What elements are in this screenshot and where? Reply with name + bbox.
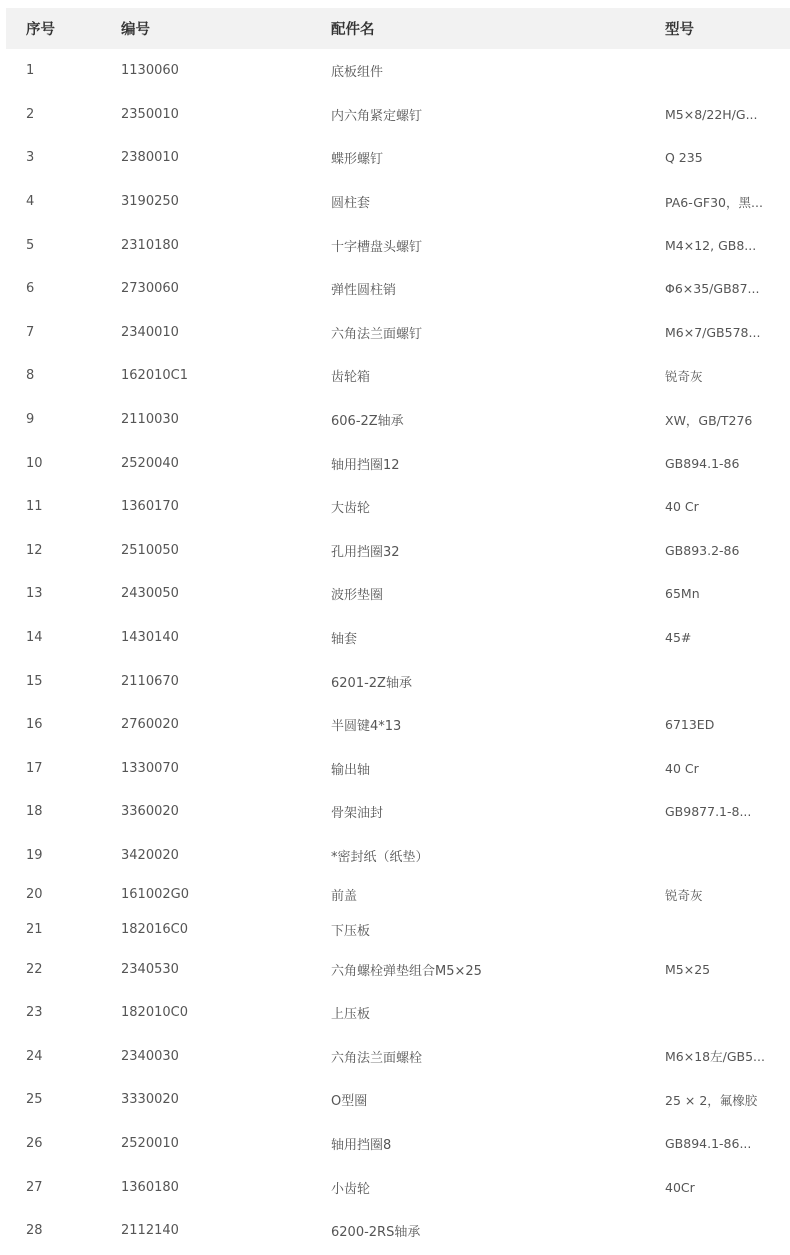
cell-model: GB9877.1-8... [665, 804, 752, 820]
cell-model: Q 235 [665, 150, 703, 166]
cell-part-name: 六角螺栓弹垫组合M5×25 [331, 963, 482, 979]
cell-seq: 8 [26, 368, 35, 384]
cell-part-name: 齿轮箱 [331, 370, 371, 386]
cell-model [645, 1209, 790, 1253]
table-row [6, 912, 790, 947]
parts-table [6, 8, 790, 1252]
table-row [6, 267, 790, 311]
cell-part-name: 轴用挡圈12 [331, 457, 400, 473]
cell-part-name: 小齿轮 [331, 1181, 371, 1197]
cell-part-name: 下压板 [331, 924, 371, 940]
cell-seq: 17 [26, 760, 43, 776]
cell-part-name: 前盖 [331, 889, 358, 905]
table-row [6, 311, 790, 355]
table-row [6, 659, 790, 703]
table-row [6, 529, 790, 573]
cell-code: 2430050 [121, 586, 179, 602]
cell-code: 3330020 [121, 1092, 179, 1108]
table-row [6, 572, 790, 616]
cell-code: 162010C1 [121, 368, 188, 384]
header-row [6, 8, 790, 49]
cell-code: 2340010 [121, 324, 179, 340]
table-row [6, 49, 790, 93]
table-row [6, 1165, 790, 1209]
cell-model: XW，GB/T276 [665, 412, 753, 428]
cell-part-name: 十字槽盘头螺钉 [331, 239, 423, 255]
table-row [6, 877, 790, 912]
table-row [6, 441, 790, 485]
cell-part-name: 输出轴 [331, 762, 371, 778]
cell-code: 2112140 [121, 1223, 179, 1239]
cell-model [645, 49, 790, 93]
cell-seq: 7 [26, 324, 35, 340]
cell-model: M6×18左/GB5... [665, 1049, 765, 1065]
cell-model: GB893.2-86 [665, 542, 740, 558]
cell-seq: 14 [26, 630, 43, 646]
cell-seq: 23 [26, 1005, 43, 1021]
cell-seq: 12 [26, 542, 43, 558]
cell-code: 2340030 [121, 1048, 179, 1064]
cell-part-name: 蝶形螺钉 [331, 152, 384, 168]
table-row [6, 93, 790, 137]
cell-part-name: 孔用挡圈32 [331, 544, 400, 560]
cell-code: 161002G0 [121, 887, 189, 903]
cell-part-name: 大齿轮 [331, 501, 371, 517]
cell-seq: 26 [26, 1135, 43, 1151]
cell-seq: 21 [26, 922, 43, 938]
cell-seq: 5 [26, 237, 35, 253]
cell-code: 182010C0 [121, 1005, 188, 1021]
cell-code: 1430140 [121, 630, 179, 646]
cell-model: 6713ED [665, 717, 715, 733]
table-body [6, 49, 790, 1252]
table-row [6, 354, 790, 398]
table-row [6, 616, 790, 660]
cell-seq: 1 [26, 63, 35, 79]
cell-part-name: 半圆键4*13 [331, 719, 402, 735]
cell-part-name: 波形垫圈 [331, 588, 384, 604]
table-row [6, 790, 790, 834]
cell-model [645, 834, 790, 878]
cell-code: 3190250 [121, 194, 179, 210]
cell-part-name: 六角法兰面螺钉 [331, 326, 423, 342]
cell-seq: 3 [26, 150, 35, 166]
cell-seq: 19 [26, 847, 43, 863]
cell-seq: 10 [26, 455, 43, 471]
cell-seq: 27 [26, 1179, 43, 1195]
cell-code: 2350010 [121, 106, 179, 122]
table-row [6, 180, 790, 224]
cell-part-name: *密封纸（纸垫） [331, 849, 429, 865]
cell-part-name: O型圈 [331, 1094, 368, 1110]
cell-seq: 18 [26, 804, 43, 820]
cell-model: 65Mn [665, 586, 700, 602]
cell-part-name: 弹性圆柱销 [331, 283, 397, 299]
cell-model [645, 659, 790, 703]
cell-seq: 20 [26, 887, 43, 903]
cell-model: M4×12, GB8... [665, 237, 757, 253]
cell-code: 182016C0 [121, 922, 188, 938]
cell-part-name: 6201-2Z轴承 [331, 675, 412, 691]
table-row [6, 136, 790, 180]
cell-model [645, 912, 790, 947]
cell-model: 25 × 2，氟橡胶 [665, 1092, 758, 1108]
cell-seq: 22 [26, 961, 43, 977]
cell-model: M5×8/22H/G... [665, 106, 758, 122]
header-part-name: 配件名 [311, 8, 645, 49]
table-row [6, 1034, 790, 1078]
cell-model: 40 Cr [665, 760, 699, 776]
table-row [6, 398, 790, 442]
table-row [6, 223, 790, 267]
cell-model: PA6-GF30，黑... [665, 194, 763, 210]
table-row [6, 1209, 790, 1253]
cell-seq: 28 [26, 1223, 43, 1239]
cell-code: 2760020 [121, 717, 179, 733]
table-header [6, 8, 790, 49]
cell-code: 2520040 [121, 455, 179, 471]
cell-seq: 24 [26, 1048, 43, 1064]
cell-code: 3420020 [121, 847, 179, 863]
cell-code: 2110030 [121, 412, 179, 428]
cell-model: 锐奇灰 [665, 887, 703, 903]
cell-model: GB894.1-86 [665, 455, 740, 471]
cell-code: 2340530 [121, 961, 179, 977]
cell-seq: 6 [26, 281, 35, 297]
cell-code: 1130060 [121, 63, 179, 79]
cell-model: M6×7/GB578... [665, 324, 761, 340]
cell-model: Φ6×35/GB87... [665, 281, 760, 297]
cell-code: 2520010 [121, 1135, 179, 1151]
cell-seq: 4 [26, 194, 35, 210]
table-row [6, 991, 790, 1035]
table-row [6, 747, 790, 791]
header-seq: 序号 [6, 8, 101, 49]
table-row [6, 1122, 790, 1166]
cell-code: 2310180 [121, 237, 179, 253]
table-row [6, 1078, 790, 1122]
cell-seq: 16 [26, 717, 43, 733]
cell-seq: 13 [26, 586, 43, 602]
cell-code: 3360020 [121, 804, 179, 820]
cell-part-name: 轴套 [331, 632, 358, 648]
cell-code: 1330070 [121, 760, 179, 776]
table-row [6, 703, 790, 747]
cell-seq: 2 [26, 106, 35, 122]
cell-code: 1360170 [121, 499, 179, 515]
cell-model: 锐奇灰 [665, 368, 703, 384]
table-row [6, 947, 790, 991]
cell-seq: 15 [26, 673, 43, 689]
table-row [6, 834, 790, 878]
cell-code: 2110670 [121, 673, 179, 689]
cell-code: 2380010 [121, 150, 179, 166]
table-row [6, 485, 790, 529]
cell-model [645, 991, 790, 1035]
cell-part-name: 内六角紧定螺钉 [331, 108, 423, 124]
cell-code: 1360180 [121, 1179, 179, 1195]
cell-code: 2510050 [121, 542, 179, 558]
cell-part-name: 6200-2RS轴承 [331, 1225, 421, 1241]
cell-model: 45# [665, 630, 692, 646]
cell-part-name: 底板组件 [331, 65, 384, 81]
cell-seq: 11 [26, 499, 43, 515]
cell-model: GB894.1-86... [665, 1135, 752, 1151]
cell-part-name: 606-2Z轴承 [331, 414, 404, 430]
cell-part-name: 圆柱套 [331, 196, 371, 212]
cell-part-name: 轴用挡圈8 [331, 1137, 392, 1153]
cell-seq: 25 [26, 1092, 43, 1108]
cell-code: 2730060 [121, 281, 179, 297]
cell-part-name: 上压板 [331, 1007, 371, 1023]
cell-part-name: 骨架油封 [331, 806, 384, 822]
header-model: 型号 [645, 8, 790, 49]
cell-seq: 9 [26, 412, 35, 428]
cell-model: M5×25 [665, 961, 711, 977]
cell-model: 40Cr [665, 1179, 695, 1195]
cell-part-name: 六角法兰面螺栓 [331, 1050, 423, 1066]
header-code: 编号 [101, 8, 311, 49]
cell-model: 40 Cr [665, 499, 699, 515]
